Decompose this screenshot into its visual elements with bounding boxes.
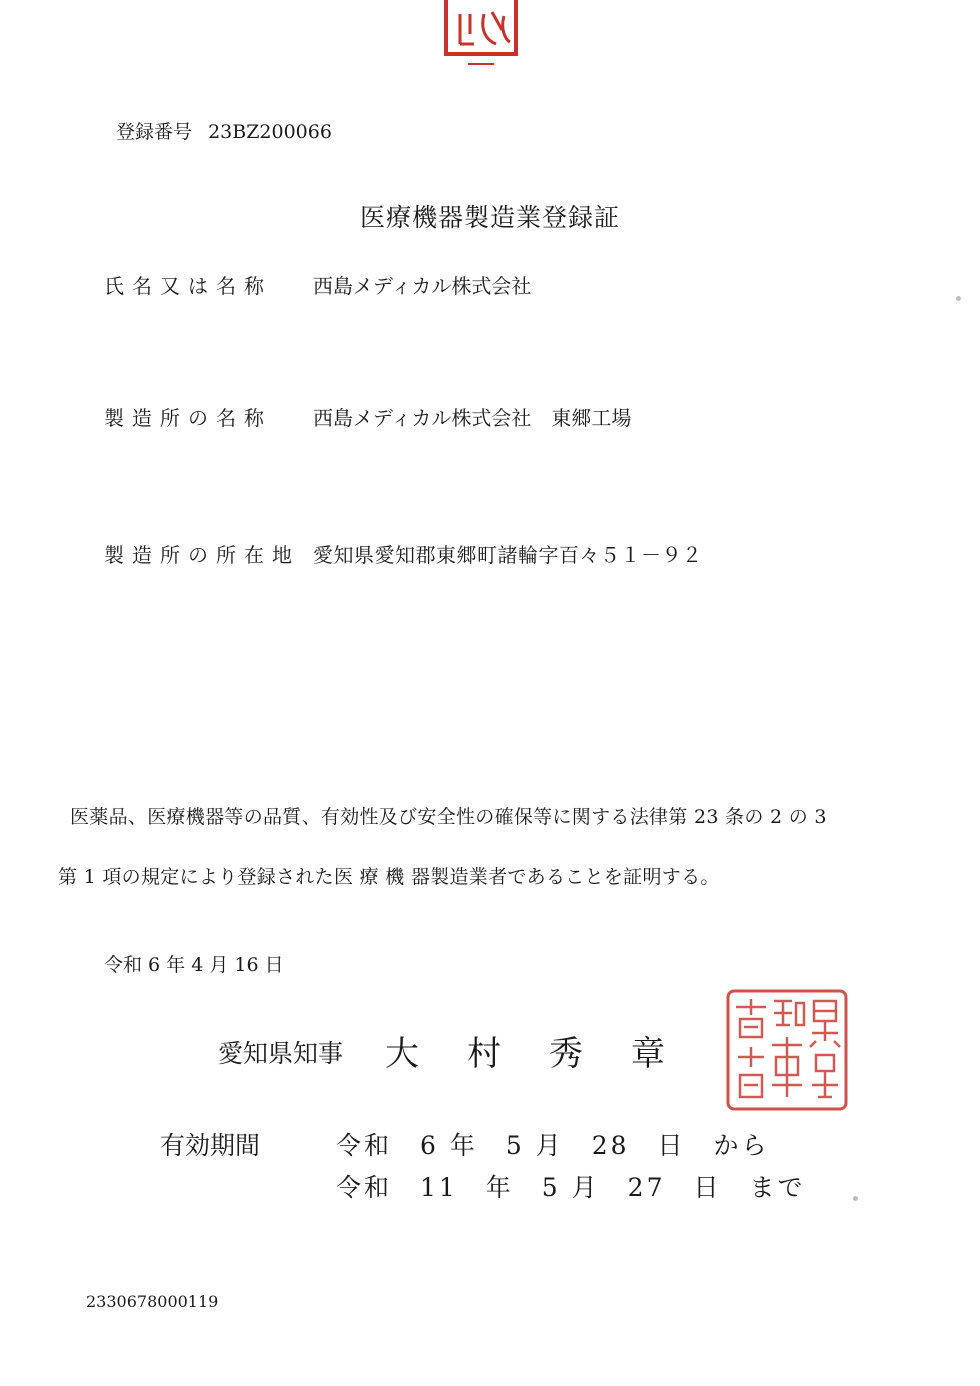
registration-number-label: 登録番号 [116, 121, 193, 143]
factory-address-value: 愛知県愛知郡東郷町諸輪字百々５１－９２ [313, 543, 703, 567]
registration-number-value: 23BZ200066 [208, 121, 332, 143]
factory-address-label: 製造所の所在地 [104, 543, 300, 567]
scan-speck [956, 296, 961, 301]
document-title: 医療機器製造業登録証 [359, 203, 620, 232]
name-label: 氏名又は名称 [104, 274, 272, 298]
top-seal-stamp [440, 0, 522, 70]
validity-period-from: 令和 6 年 5 月 28 日 から [336, 1131, 770, 1160]
factory-name-label: 製造所の名称 [104, 406, 272, 430]
validity-period-label: 有効期間 [160, 1131, 261, 1160]
document-id-number: 2330678000119 [86, 1292, 219, 1311]
certification-text-line-2: 第 1 項の規定により登録された医 療 機 器製造業者であることを証明する。 [58, 866, 720, 888]
registration-number [116, 117, 332, 144]
governor-name: 大村秀章 [385, 1034, 713, 1074]
certification-text-line-1: 医薬品、医療機器等の品質、有効性及び安全性の確保等に関する法律第 23 条の 2 の 3 [70, 806, 827, 828]
governor-title: 愛知県知事 [218, 1039, 344, 1068]
scan-speck [853, 1196, 858, 1201]
governor-seal-stamp [722, 985, 852, 1115]
validity-period-to: 令和 11 年 5 月 27 日 まで [336, 1173, 806, 1202]
factory-name-value: 西島メディカル株式会社 東郷工場 [313, 406, 632, 430]
issue-date: 令和 6 年 4 月 16 日 [104, 954, 284, 976]
name-value: 西島メディカル株式会社 [313, 274, 532, 298]
